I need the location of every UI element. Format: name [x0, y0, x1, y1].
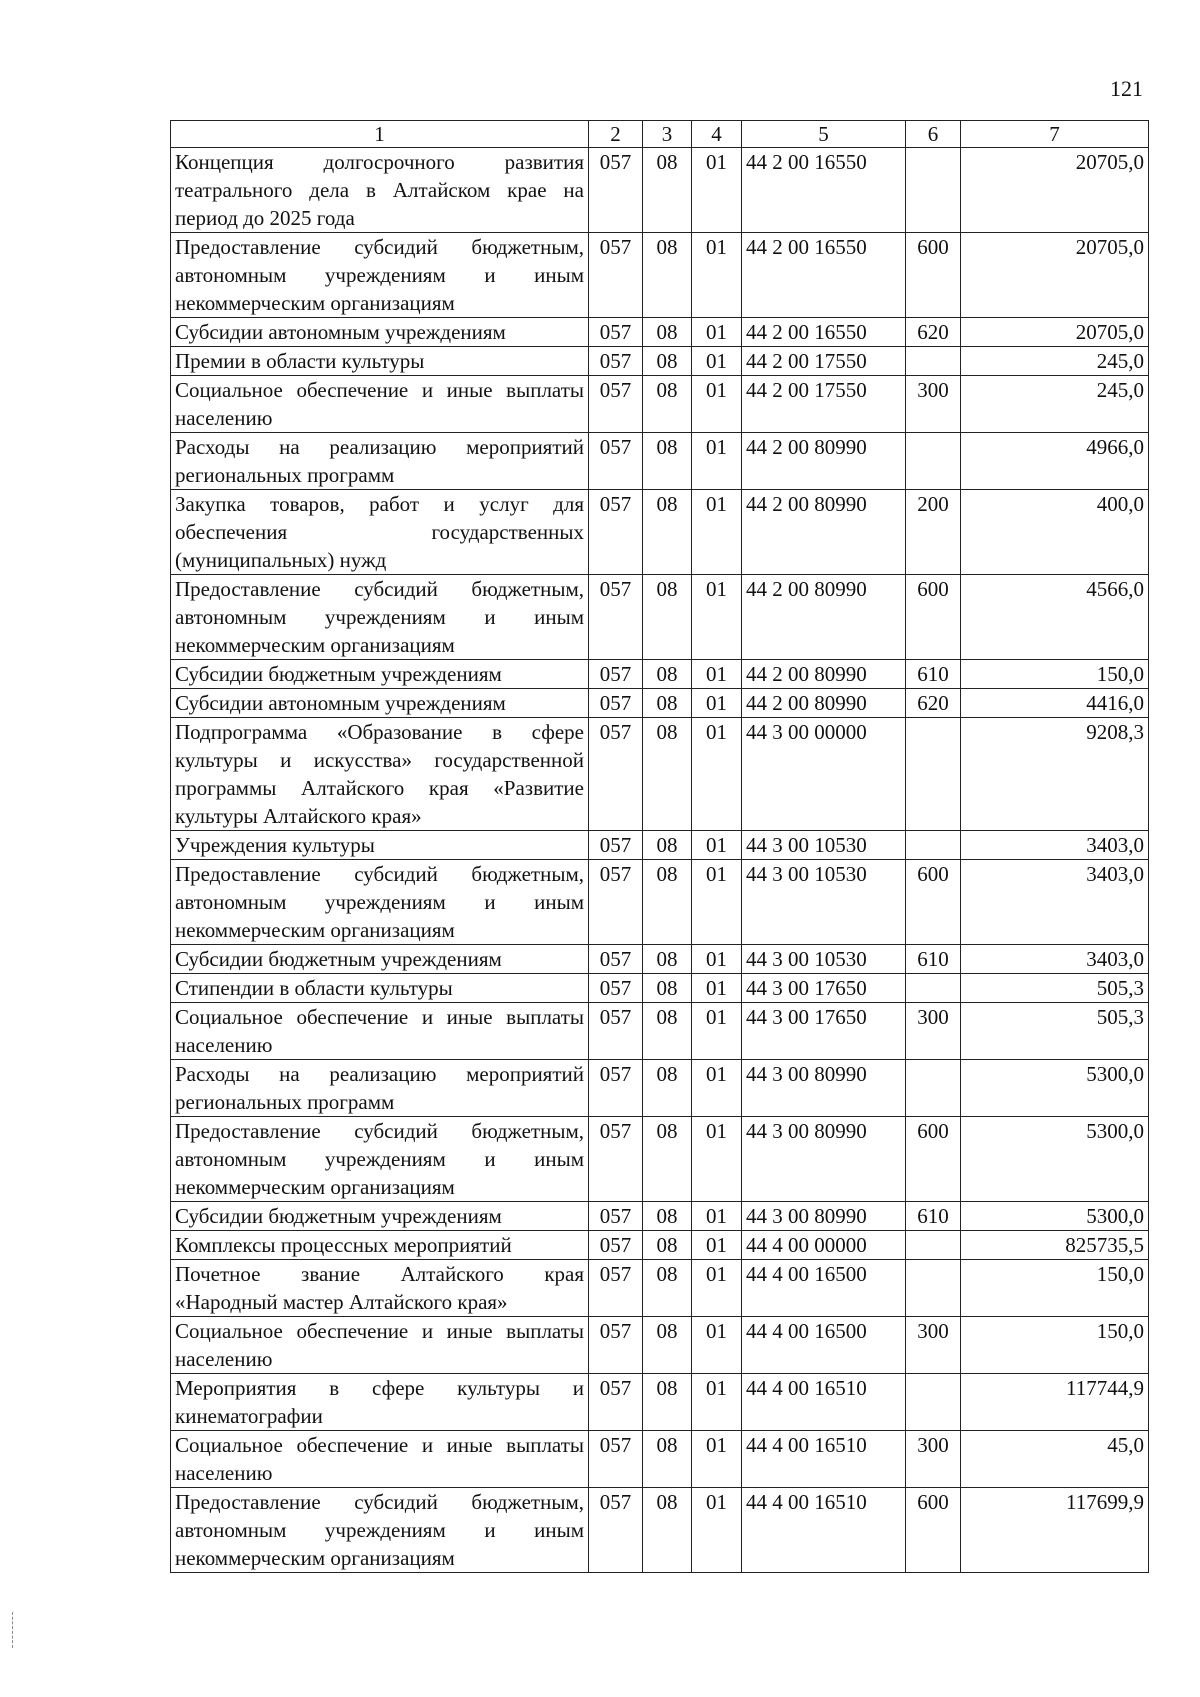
row-grbs: 057 [589, 433, 643, 490]
row-target-article: 44 3 00 10530 [742, 860, 906, 945]
row-section: 08 [643, 490, 692, 575]
row-expense-type [906, 1060, 961, 1117]
row-sum: 4416,0 [961, 689, 1149, 718]
row-section: 08 [643, 1060, 692, 1117]
row-expense-type: 600 [906, 1488, 961, 1573]
row-subsection: 01 [692, 1231, 742, 1260]
row-expense-type: 610 [906, 1202, 961, 1231]
row-section: 08 [643, 1003, 692, 1060]
table-row [171, 490, 1149, 575]
row-expense-type [906, 148, 961, 233]
row-grbs: 057 [589, 376, 643, 433]
row-grbs: 057 [589, 1488, 643, 1573]
row-section: 08 [643, 860, 692, 945]
row-expense-type: 300 [906, 1431, 961, 1488]
row-target-article: 44 2 00 80990 [742, 490, 906, 575]
row-subsection: 01 [692, 1431, 742, 1488]
row-subsection: 01 [692, 1060, 742, 1117]
row-grbs: 057 [589, 575, 643, 660]
row-expense-type: 610 [906, 660, 961, 689]
row-section: 08 [643, 433, 692, 490]
row-target-article: 44 3 00 00000 [742, 718, 906, 831]
row-sum: 505,3 [961, 1003, 1149, 1060]
row-subsection: 01 [692, 974, 742, 1003]
row-subsection: 01 [692, 575, 742, 660]
row-target-article: 44 2 00 16550 [742, 318, 906, 347]
row-target-article: 44 4 00 16500 [742, 1260, 906, 1317]
row-subsection: 01 [692, 1488, 742, 1573]
row-sum: 5300,0 [961, 1202, 1149, 1231]
row-sum: 505,3 [961, 974, 1149, 1003]
table-row [171, 718, 1149, 831]
row-subsection: 01 [692, 660, 742, 689]
table-row [171, 433, 1149, 490]
table-row [171, 1003, 1149, 1060]
row-section: 08 [643, 575, 692, 660]
row-target-article: 44 4 00 16510 [742, 1488, 906, 1573]
row-expense-type: 200 [906, 490, 961, 575]
page-number: 121 [1110, 76, 1143, 101]
row-name: Премии в области культуры [171, 347, 589, 376]
row-subsection: 01 [692, 945, 742, 974]
row-target-article: 44 4 00 00000 [742, 1231, 906, 1260]
row-name: Субсидии бюджетным учреждениям [171, 945, 589, 974]
row-subsection: 01 [692, 1003, 742, 1060]
row-name: Предоставление субсидий бюджетным, автономным учреждениям и иным некоммерческим организациям [171, 860, 589, 945]
table-row [171, 689, 1149, 718]
row-grbs: 057 [589, 1260, 643, 1317]
row-grbs: 057 [589, 1431, 643, 1488]
table-row [171, 1488, 1149, 1573]
row-grbs: 057 [589, 1231, 643, 1260]
row-subsection: 01 [692, 1317, 742, 1374]
header-col-7: 7 [961, 121, 1149, 148]
row-section: 08 [643, 831, 692, 860]
row-subsection: 01 [692, 233, 742, 318]
row-sum: 5300,0 [961, 1117, 1149, 1202]
row-section: 08 [643, 718, 692, 831]
row-section: 08 [643, 1488, 692, 1573]
row-subsection: 01 [692, 860, 742, 945]
row-name: Мероприятия в сфере культуры и кинематографии [171, 1374, 589, 1431]
row-subsection: 01 [692, 376, 742, 433]
row-grbs: 057 [589, 1374, 643, 1431]
row-target-article: 44 2 00 17550 [742, 376, 906, 433]
row-target-article: 44 4 00 16510 [742, 1374, 906, 1431]
row-expense-type [906, 1374, 961, 1431]
row-target-article: 44 2 00 80990 [742, 433, 906, 490]
row-target-article: 44 2 00 80990 [742, 660, 906, 689]
row-sum: 245,0 [961, 347, 1149, 376]
header-row [171, 121, 1149, 148]
row-expense-type: 610 [906, 945, 961, 974]
row-sum: 245,0 [961, 376, 1149, 433]
row-subsection: 01 [692, 718, 742, 831]
row-name: Закупка товаров, работ и услуг для обеспечения государственных (муниципальных) нужд [171, 490, 589, 575]
row-subsection: 01 [692, 1117, 742, 1202]
row-section: 08 [643, 974, 692, 1003]
row-section: 08 [643, 1202, 692, 1231]
row-sum: 20705,0 [961, 318, 1149, 347]
row-name: Стипендии в области культуры [171, 974, 589, 1003]
row-grbs: 057 [589, 689, 643, 718]
row-expense-type: 600 [906, 860, 961, 945]
table-row [171, 148, 1149, 233]
row-name: Субсидии бюджетным учреждениям [171, 1202, 589, 1231]
row-target-article: 44 3 00 10530 [742, 945, 906, 974]
row-subsection: 01 [692, 490, 742, 575]
scan-artifact [12, 1612, 14, 1648]
row-name: Концепция долгосрочного развития театрального дела в Алтайском крае на период до 2025 года [171, 148, 589, 233]
table-row [171, 347, 1149, 376]
row-expense-type: 620 [906, 318, 961, 347]
row-section: 08 [643, 318, 692, 347]
row-expense-type [906, 718, 961, 831]
row-section: 08 [643, 1117, 692, 1202]
row-section: 08 [643, 148, 692, 233]
table-row [171, 974, 1149, 1003]
row-expense-type [906, 347, 961, 376]
row-subsection: 01 [692, 347, 742, 376]
row-sum: 150,0 [961, 1317, 1149, 1374]
row-name: Предоставление субсидий бюджетным, автономным учреждениям и иным некоммерческим организациям [171, 233, 589, 318]
header-col-6: 6 [906, 121, 961, 148]
row-grbs: 057 [589, 718, 643, 831]
row-section: 08 [643, 347, 692, 376]
table-row [171, 1231, 1149, 1260]
table-row [171, 1431, 1149, 1488]
row-target-article: 44 3 00 80990 [742, 1117, 906, 1202]
row-grbs: 057 [589, 831, 643, 860]
row-expense-type: 300 [906, 1003, 961, 1060]
row-name: Субсидии бюджетным учреждениям [171, 660, 589, 689]
header-col-5: 5 [742, 121, 906, 148]
table-row [171, 1317, 1149, 1374]
row-expense-type: 600 [906, 1117, 961, 1202]
row-grbs: 057 [589, 660, 643, 689]
row-name: Социальное обеспечение и иные выплаты населению [171, 376, 589, 433]
row-expense-type [906, 974, 961, 1003]
row-sum: 150,0 [961, 1260, 1149, 1317]
row-sum: 3403,0 [961, 945, 1149, 974]
row-sum: 150,0 [961, 660, 1149, 689]
row-subsection: 01 [692, 1374, 742, 1431]
row-target-article: 44 3 00 80990 [742, 1060, 906, 1117]
row-subsection: 01 [692, 831, 742, 860]
table-row [171, 831, 1149, 860]
row-target-article: 44 2 00 16550 [742, 148, 906, 233]
table-row [171, 1117, 1149, 1202]
row-subsection: 01 [692, 318, 742, 347]
row-grbs: 057 [589, 1117, 643, 1202]
row-sum: 4966,0 [961, 433, 1149, 490]
table-row [171, 1202, 1149, 1231]
row-name: Расходы на реализацию мероприятий региональных программ [171, 433, 589, 490]
row-grbs: 057 [589, 1060, 643, 1117]
budget-table [170, 120, 1149, 1573]
row-section: 08 [643, 945, 692, 974]
row-expense-type [906, 433, 961, 490]
row-name: Социальное обеспечение и иные выплаты населению [171, 1431, 589, 1488]
row-grbs: 057 [589, 945, 643, 974]
row-expense-type [906, 831, 961, 860]
row-sum: 5300,0 [961, 1060, 1149, 1117]
row-section: 08 [643, 1260, 692, 1317]
header-col-3: 3 [643, 121, 692, 148]
row-subsection: 01 [692, 1260, 742, 1317]
table-row [171, 1060, 1149, 1117]
table-row [171, 1260, 1149, 1317]
row-target-article: 44 4 00 16500 [742, 1317, 906, 1374]
table-row [171, 318, 1149, 347]
row-target-article: 44 2 00 16550 [742, 233, 906, 318]
row-subsection: 01 [692, 1202, 742, 1231]
row-sum: 400,0 [961, 490, 1149, 575]
header-col-1: 1 [171, 121, 589, 148]
row-grbs: 057 [589, 860, 643, 945]
row-grbs: 057 [589, 318, 643, 347]
row-section: 08 [643, 376, 692, 433]
row-target-article: 44 3 00 17650 [742, 1003, 906, 1060]
row-target-article: 44 2 00 80990 [742, 689, 906, 718]
row-sum: 3403,0 [961, 860, 1149, 945]
row-section: 08 [643, 660, 692, 689]
table-row [171, 660, 1149, 689]
table-row [171, 575, 1149, 660]
table-row [171, 860, 1149, 945]
row-section: 08 [643, 1374, 692, 1431]
row-target-article: 44 2 00 80990 [742, 575, 906, 660]
row-sum: 20705,0 [961, 148, 1149, 233]
row-name: Субсидии автономным учреждениям [171, 689, 589, 718]
row-subsection: 01 [692, 148, 742, 233]
header-col-2: 2 [589, 121, 643, 148]
row-name: Социальное обеспечение и иные выплаты населению [171, 1317, 589, 1374]
row-grbs: 057 [589, 1003, 643, 1060]
row-name: Учреждения культуры [171, 831, 589, 860]
row-expense-type [906, 1260, 961, 1317]
table-row [171, 233, 1149, 318]
header-col-4: 4 [692, 121, 742, 148]
row-name: Расходы на реализацию мероприятий региональных программ [171, 1060, 589, 1117]
row-section: 08 [643, 1317, 692, 1374]
row-grbs: 057 [589, 1202, 643, 1231]
row-expense-type: 600 [906, 575, 961, 660]
table-row [171, 945, 1149, 974]
row-grbs: 057 [589, 347, 643, 376]
row-target-article: 44 3 00 10530 [742, 831, 906, 860]
row-sum: 825735,5 [961, 1231, 1149, 1260]
row-sum: 117744,9 [961, 1374, 1149, 1431]
row-expense-type: 600 [906, 233, 961, 318]
row-target-article: 44 3 00 80990 [742, 1202, 906, 1231]
row-name: Предоставление субсидий бюджетным, автономным учреждениям и иным некоммерческим организациям [171, 1117, 589, 1202]
row-subsection: 01 [692, 433, 742, 490]
row-name: Подпрограмма «Образование в сфере культуры и искусства» государственной программы Алтайского края «Развитие культуры Алтайского края» [171, 718, 589, 831]
row-sum: 4566,0 [961, 575, 1149, 660]
row-expense-type: 300 [906, 376, 961, 433]
row-target-article: 44 2 00 17550 [742, 347, 906, 376]
row-sum: 45,0 [961, 1431, 1149, 1488]
row-name: Почетное звание Алтайского края «Народный мастер Алтайского края» [171, 1260, 589, 1317]
table-row [171, 376, 1149, 433]
row-grbs: 057 [589, 148, 643, 233]
row-grbs: 057 [589, 490, 643, 575]
row-grbs: 057 [589, 974, 643, 1003]
row-expense-type: 300 [906, 1317, 961, 1374]
row-target-article: 44 3 00 17650 [742, 974, 906, 1003]
row-subsection: 01 [692, 689, 742, 718]
row-name: Предоставление субсидий бюджетным, автономным учреждениям и иным некоммерческим организациям [171, 1488, 589, 1573]
row-section: 08 [643, 689, 692, 718]
table-row [171, 1374, 1149, 1431]
row-name: Предоставление субсидий бюджетным, автономным учреждениям и иным некоммерческим организациям [171, 575, 589, 660]
row-expense-type: 620 [906, 689, 961, 718]
row-sum: 117699,9 [961, 1488, 1149, 1573]
row-expense-type [906, 1231, 961, 1260]
row-grbs: 057 [589, 233, 643, 318]
row-section: 08 [643, 1231, 692, 1260]
row-sum: 3403,0 [961, 831, 1149, 860]
row-grbs: 057 [589, 1317, 643, 1374]
row-name: Комплексы процессных мероприятий [171, 1231, 589, 1260]
row-target-article: 44 4 00 16510 [742, 1431, 906, 1488]
row-name: Социальное обеспечение и иные выплаты населению [171, 1003, 589, 1060]
row-name: Субсидии автономным учреждениям [171, 318, 589, 347]
row-sum: 20705,0 [961, 233, 1149, 318]
row-section: 08 [643, 1431, 692, 1488]
row-sum: 9208,3 [961, 718, 1149, 831]
row-section: 08 [643, 233, 692, 318]
